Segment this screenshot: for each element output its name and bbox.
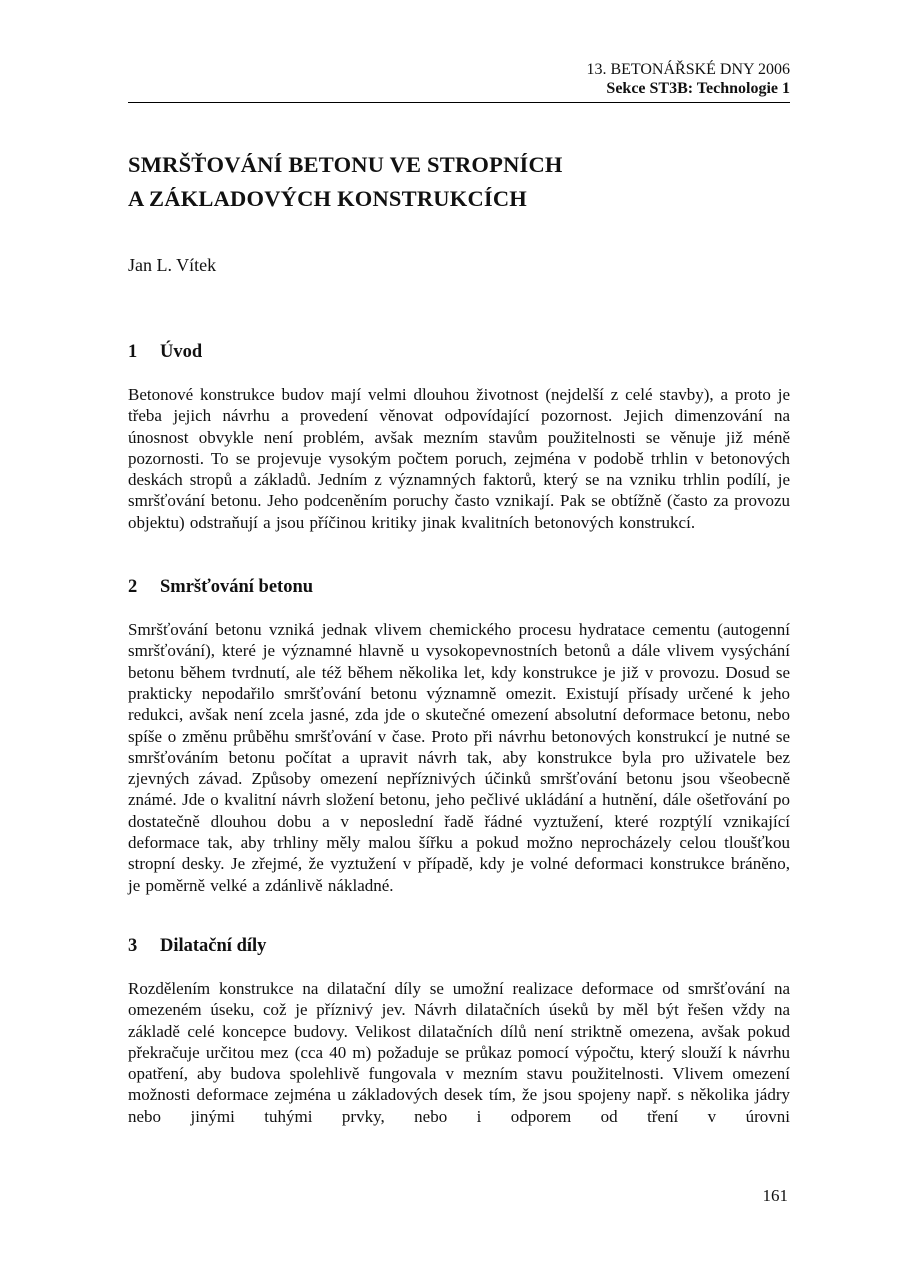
conference-section-label: Sekce ST3B: Technologie 1 <box>606 80 790 97</box>
section-number: 1 <box>128 342 138 362</box>
conference-title: 13. BETONÁŘSKÉ DNY 2006 <box>586 61 790 78</box>
section-heading-smrstovani-betonu <box>128 575 790 599</box>
page-number: 161 <box>762 1186 788 1205</box>
section-heading-dilatacni-dily <box>128 934 790 958</box>
section-title: Dilatační díly <box>160 935 267 956</box>
section-title: Smršťování betonu <box>160 577 314 598</box>
paragraph-uvod: Betonové konstrukce budov mají velmi dlouhou životnost (nejdelší z celé stavby), a proto je třeba jejich návrhu a provedení věnovat odpovídající pozornost. Jejich dimenzování na únosnost obvykle není problém, avšak mezním stavům použitelnosti se věnuje již méně pozornosti. To se projevuje vysokým počtem poruch, zejména v podobě trhlin v betonových deskách stropů a základů. Jedním z významných faktorů, který se na vzniku trhlin podílí, je smršťování betonu. Jeho podceněním poruchy často vznikají. Pak se obtížně (často za provozu objektu) odstraňují a jsou příčinou kritiky jinak kvalitních betonových konstrukcí. <box>128 385 790 532</box>
header-divider <box>128 102 790 103</box>
author-name: Jan L. Vítek <box>128 255 217 275</box>
paragraph-smrstovani-betonu: Smršťování betonu vzniká jednak vlivem chemického procesu hydratace cementu (autogenní smršťování), které je významné hlavně u vysokopevnostních betonů a dále vlivem vysýchání betonu během tvrdnutí, ale též během několika let, kdy konstrukce je již v provozu. Dosud se prakticky nepodařilo smršťování betonu významně omezit. Existují přísady určené k jeho redukci, avšak není zcela jasné, zda jde o skutečné omezení absolutní deformace betonu, nebo spíše o změnu průběhu smršťování v čase. Proto při návrhu betonových konstrukcí je nutné se smršťováním betonu počítat a upravit návrh tak, aby konstrukce byla pro uživatele bez zjevných závad. Způsoby omezení nepříznivých účinků smršťování betonu jsou všeobecně známé. Jde o kvalitní návrh složení betonu, jeho pečlivé ukládání a hutnění, dále ošetřování po dostatečně dlouhou dobu a v neposlední řadě řádné vyztužení, které rozptýlí vznikající deformace tak, aby trhliny měly malou šířku a pokud možno neprocházely celou tloušťkou stropní desky. Je zřejmé, že vyztužení v případě, kdy je volné deformaci konstrukce bráněno, je poměrně velké a zdánlivě nákladné. <box>128 620 790 895</box>
paper-title-line1: SMRŠŤOVÁNÍ BETONU VE STROPNÍCH <box>128 152 563 177</box>
paragraph-dilatacni-dily: Rozdělením konstrukce na dilatační díly se umožní realizace deformace od smršťování na omezeném úseku, což je příznivý jev. Návrh dilatačních úseků by měl být řešen vždy na základě celé koncepce budovy. Velikost dilatačních dílů není striktně omezena, avšak pokud překračuje určitou mez (cca 40 m) požaduje se průkaz pomocí výpočtu, který slouží k návrhu opatření, aby budova spolehlivě fungovala v mezním stavu použitelnosti. Vlivem omezení možnosti deformace zejména u základových desek tím, že jsou spojeny např. s několika jádry nebo jinými tuhými prvky, nebo i odporem od tření v úrovni <box>128 978 790 1126</box>
section-number: 2 <box>128 577 138 598</box>
paper-title <box>128 148 790 216</box>
section-title: Úvod <box>160 342 203 362</box>
page-header <box>128 0 790 98</box>
page-content <box>128 0 790 1127</box>
section-heading-uvod <box>128 340 790 364</box>
section-number: 3 <box>128 935 138 956</box>
paper-title-line2: A ZÁKLADOVÝCH KONSTRUKCÍCH <box>128 186 527 211</box>
